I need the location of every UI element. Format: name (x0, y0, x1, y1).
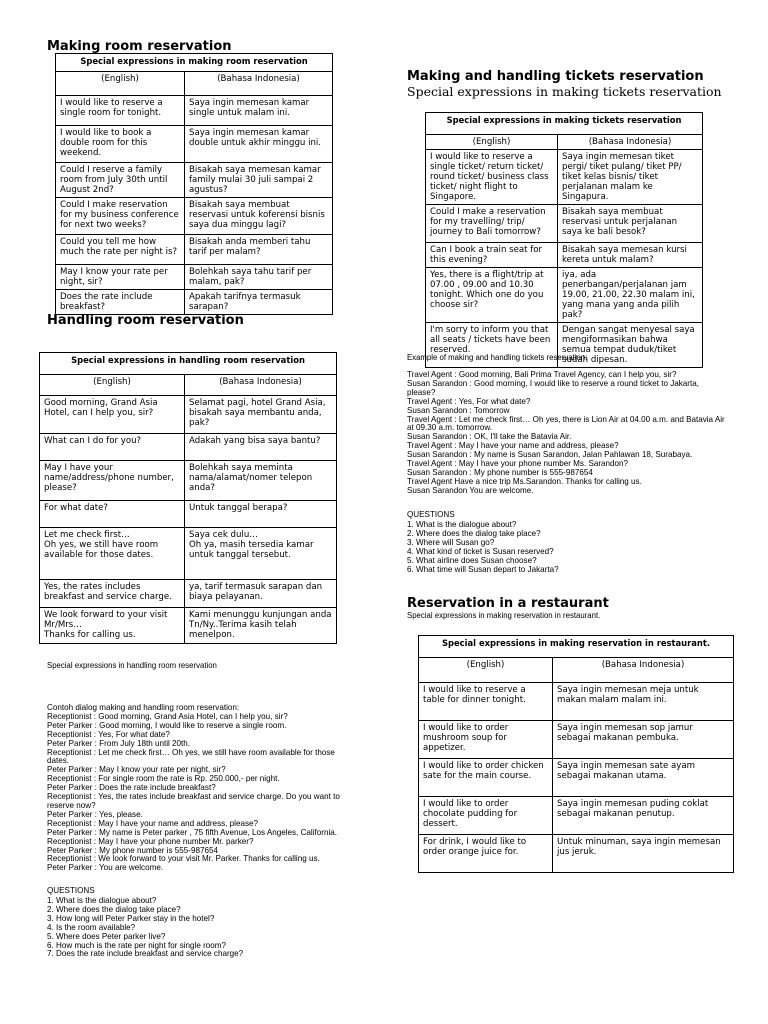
tickets-questions: 1. What is the dialogue about? 2. Where does the dialog take place? 3. Where will Susan go? 4. What kind of ticket is Susan reserved? 5. What airline does Susan choose? 6. What time will Susan depart to Jakarta? (407, 520, 559, 574)
table-row: I would like to order mushroom soup for appetizer. Saya ingin memesan sop jamur sebagai makanan pembuka. (419, 721, 734, 759)
table-row: I would like to reserve a single ticket/ return ticket/ round ticket/ business class ticket/ night flight to Singapore. Saya ingin memesan tiket pergi/ tiket pulang/ tiket PP/ tiket kelas bisnis/ tiket perjalanan malam ke Singapura. (426, 150, 703, 205)
room-col-id: (Bahasa Indonesia) (185, 72, 333, 96)
restaurant-subtitle: Special expressions in making reservation in restaurant. (407, 611, 601, 620)
table-row: We look forward to your visit Mr/Mrs… Thanks for calling us. Kami menunggu kunjungan anda Tn/Ny..Terima kasih telah menelpon. (40, 608, 337, 644)
table-row: Good morning, Grand Asia Hotel, can I help you, sir? Selamat pagi, hotel Grand Asia, bisakah saya membantu anda, pak? (40, 396, 337, 434)
table-row: Can I book a train seat for this evening? Bisakah saya memesan kursi kereta untuk malam? (426, 243, 703, 268)
tickets-questions-title: QUESTIONS (407, 510, 455, 519)
table-row: May I have your name/address/phone number, please? Bolehkah saya meminta nama/alamat/nomer telepon anda? (40, 461, 337, 501)
table-row: I would like to reserve a table for dinner tonight. Saya ingin memesan meja untuk makan malam malam ini. (419, 683, 734, 721)
table-row: Could I make reservation for my business conference for next two weeks? Bisakah saya membuat reservasi untuk koferensi bisnis saya dua minggu lagi? (56, 198, 333, 235)
table-row: Could I reserve a family room from July 30th until August 2nd? Bisakah saya memesan kamar family mulai 30 juli sampai 2 agustus? (56, 163, 333, 198)
table-row: For drink, I would like to order orange juice for. Untuk minuman, saya ingin memesan jus jeruk. (419, 835, 734, 873)
handling-col-en: (English) (40, 375, 185, 396)
table-row: Does the rate include breakfast? Apakah tarifnya termasuk sarapan? (56, 290, 333, 315)
restaurant-table (418, 635, 734, 873)
table-row: I would like to order chicken sate for the main course. Saya ingin memesan sate ayam sebagai makanan utama. (419, 759, 734, 797)
tickets-caption: Special expressions in making tickets reservation (426, 113, 703, 135)
handling-col-id: (Bahasa Indonesia) (185, 375, 337, 396)
restaurant-title: Reservation in a restaurant (407, 596, 609, 611)
table-row: Could I make a reservation for my travelling/ trip/ journey to Bali tomorrow? Bisakah saya membuat reservasi untuk perjalanan saya ke bali besok? (426, 205, 703, 243)
table-row: I would like to order chocolate pudding for dessert. Saya ingin memesan puding coklat sebagai makanan penutup. (419, 797, 734, 835)
room-table (55, 53, 333, 315)
handling-questions: 1. What is the dialogue about? 2. Where does the dialog take place? 3. How long will Peter Parker stay in the hotel? 4. Is the room available? 5. Where does Peter parker live? 6. How much is the rate per night for single room? 7. Does the rate include breakfast and service charge? (47, 896, 244, 959)
restaurant-col-en: (English) (419, 658, 553, 683)
table-row: For what date? Untuk tanggal berapa? (40, 501, 337, 528)
restaurant-col-id: (Bahasa Indonesia) (553, 658, 734, 683)
table-row: Let me check first… Oh yes, we still have room available for those dates. Saya cek dulu… Oh ya, masih tersedia kamar untuk tanggal tersebut. (40, 528, 337, 580)
table-row: I would like to reserve a single room for tonight. Saya ingin memesan kamar single untuk malam ini. (56, 96, 333, 126)
tickets-col-id: (Bahasa Indonesia) (558, 135, 703, 150)
restaurant-caption: Special expressions in making reservation in restaurant. (419, 636, 734, 658)
room-title: Making room reservation (47, 39, 232, 54)
tickets-example-title: Example of making and handling tickets reservation: (407, 353, 588, 362)
handling-repeat-caption: Special expressions in handling room reservation (47, 661, 217, 670)
tickets-subtitle: Special expressions in making tickets reservation (407, 84, 722, 99)
table-row: Yes, there is a flight/trip at 07.00 , 09.00 and 10.30 tonight. Which one do you choose sir? iya, ada penerbangan/perjalanan jam 19.00, 21.00, 22.30 malam ini, yang mana yang anda pilih pak? (426, 268, 703, 323)
handling-table (39, 352, 337, 644)
table-row: I would like to book a double room for this weekend. Saya ingin memesan kamar double untuk akhir minggu ini. (56, 126, 333, 163)
handling-questions-title: QUESTIONS (47, 886, 95, 895)
table-row: Yes, the rates includes breakfast and service charge. ya, tarif termasuk sarapan dan biaya pelayanan. (40, 580, 337, 608)
handling-caption: Special expressions in handling room reservation (40, 353, 337, 375)
tickets-title: Making and handling tickets reservation (407, 69, 704, 84)
table-row: Could you tell me how much the rate per night is? Bisakah anda memberi tahu tarif per malam? (56, 235, 333, 265)
handling-title: Handling room reservation (47, 313, 244, 328)
handling-dialog: Contoh dialog making and handling room reservation: Receptionist : Good morning, Grand Asia Hotel, can I help you, sir? Peter Parker : Good morning, I would like to reserve a single room. Receptionist : Yes, For what date? Peter Parker : From July 18th until 20th. Receptionist : Let me check first… Oh yes, we still have room available for those dates. Peter Parker : May I know your rate per night, sir? Receptionist : For single room the rate is Rp. 250.000,- per night. Peter Parker : Does the rate include breakfast? Receptionist : Yes, the rates include breakfast and service charge. Do you want to reserve now? Peter Parker : Yes, please. Receptionist : May I have your name and address, please? Peter Parker : My name is Peter parker , 75 fifth Avenue, Los Angeles, California. Receptionist : May I have your phone number Mr. parker? Peter Parker : My phone number is 555-987654 Receptionist : We look forward to your visit Mr. Parker. Thanks for calling us. Peter Parker : You are welcome. (47, 703, 340, 873)
table-row: I'm sorry to inform you that all seats / tickets have been reserved. Dengan sangat menyesal saya mengiformasikan bahwa semua tempat duduk/tiket sudah dipesan. (426, 323, 703, 368)
room-caption: Special expressions in making room reservation (56, 54, 333, 72)
table-row: May I know your rate per night, sir? Bolehkah saya tahu tarif per malam, pak? (56, 265, 333, 290)
table-row: What can I do for you? Adakah yang bisa saya bantu? (40, 434, 337, 461)
tickets-dialog: Travel Agent : Good morning, Bali Prima Travel Agency, can I help you, sir? Susan Sarandon : Good morning, I would like to reserve a round ticket to Jakarta, please? Travel Agent : Yes, For what date? Susan Sarandon : Tomorrow Travel Agent : Let me check first… Oh yes, there is Lion Air at 04.00 a.m. and Batavia Air at 09.30 a.m. tomorrow. Susan Sarandon : OK, I'll take the Batavia Air. Travel Agent : May I have your name and address, please? Susan Sarandon : My name is Susan Sarandon, Jalan Pahlawan 18, Surabaya. Travel Agent : May I have your phone number Ms. Sarandon? Susan Sarandon : My phone number is 555-987654 Travel Agent Have a nice trip Ms.Sarandon. Thanks for calling us. Susan Sarandon You are welcome. (407, 370, 725, 495)
room-col-en: (English) (56, 72, 185, 96)
tickets-col-en: (English) (426, 135, 558, 150)
tickets-table (425, 112, 703, 368)
